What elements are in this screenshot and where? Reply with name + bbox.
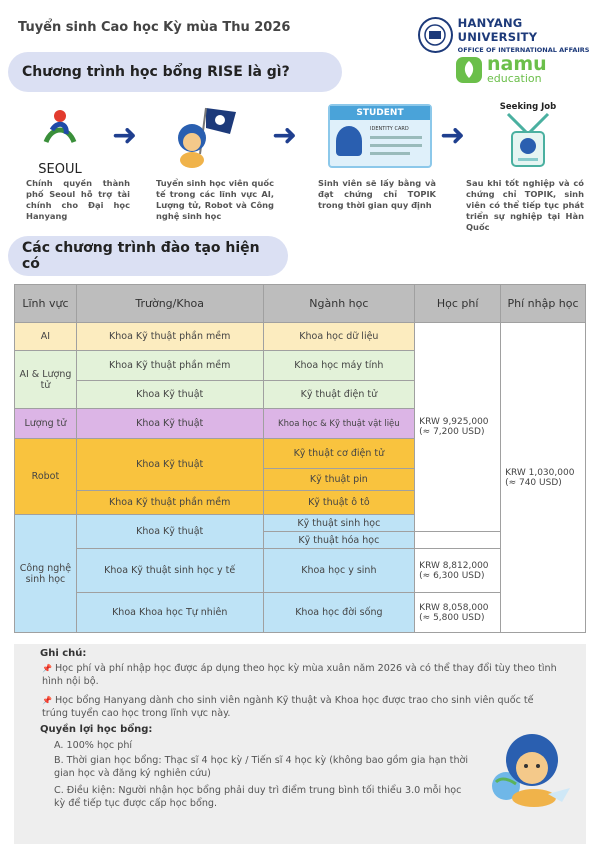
arrow-right-icon: ➜ [440,118,466,153]
student-label: STUDENT [330,106,430,120]
school-cell: Khoa Kỹ thuật [76,439,263,491]
notes-heading: Ghi chú: [40,648,87,659]
mascot-flag-illustration [172,104,242,170]
arrow-right-icon: ➜ [272,118,298,153]
seoul-logo [30,106,90,177]
admission-fee-cell: KRW 1,030,000 (≈ 740 USD) [501,323,586,633]
school-cell: Khoa Kỹ thuật phần mềm [76,351,263,381]
step-text-4: Sau khi tốt nghiệp và có chứng chỉ TOPIK, sinh viên có thể tiếp tục phát triển sự nghiệp tại Hàn Quốc [466,178,584,232]
step-text-2: Tuyển sinh học viên quốc tế trong các lĩnh vực AI, Lượng tử, Robot và Công nghệ sinh học [156,178,274,221]
namu-word: namu [487,53,547,75]
tuition-spacer [415,532,501,549]
student-photo-icon [336,126,362,156]
card-line [370,136,422,139]
university-name: HANYANG UNIVERSITY [457,16,538,44]
pin-icon: 📌 [42,664,52,673]
pin-icon: 📌 [42,696,52,705]
school-cell: Khoa Kỹ thuật [76,381,263,409]
card-line [370,152,410,155]
note-item [42,694,562,720]
major-cell: Khoa học & Kỹ thuật vật liệu [263,409,415,439]
school-cell: Khoa Khoa học Tự nhiên [76,593,263,633]
note-item [42,662,562,688]
step-text-1: Chính quyền thành phố Seoul hỗ trợ tài chính cho Đại học Hanyang [26,178,130,221]
column-header: Học phí [415,285,501,323]
job-badge-icon [488,112,568,170]
note-text: Học bổng Hanyang dành cho sinh viên ngành Kỹ thuật và Khoa học được trao cho sinh viên quốc tế trúng tuyển cao học trong lĩnh vực này. [42,695,534,719]
major-cell: Khoa học máy tính [263,351,415,381]
mascot-globe-illustration [476,724,576,814]
major-cell: Khoa học dữ liệu [263,323,415,351]
benefits-heading: Quyền lợi học bổng: [40,724,153,735]
major-cell: Kỹ thuật cơ điện tử [263,439,415,469]
field-cell: Lượng tử [15,409,77,439]
student-card-illustration [328,104,432,168]
major-cell: Kỹ thuật pin [263,469,415,491]
seoul-logo-icon [30,106,90,156]
major-cell: Kỹ thuật hóa học [263,532,415,549]
field-cell: AI [15,323,77,351]
rise-heading: Chương trình học bổng RISE là gì? [8,52,342,92]
namu-leaf-icon [455,56,483,84]
step-text-3: Sinh viên sẽ lấy bằng và đạt chứng chỉ TOPIK trong thời gian quy định [318,178,436,210]
id-card-label: IDENTITY CARD [370,126,409,132]
arrow-right-icon: ➜ [112,118,138,153]
namu-logo [455,55,547,84]
seeking-job-illustration [488,102,568,172]
school-cell: Khoa Kỹ thuật sinh học y tế [76,549,263,593]
note-text: Học phí và phí nhập học được áp dụng theo học kỳ mùa xuân năm 2026 và có thể thay đổi tùy theo tình hình nội bộ. [42,663,557,687]
seeking-job-label: Seeking Job [499,102,557,112]
card-line [370,144,422,147]
benefit-item: C. Điều kiện: Người nhận học bổng phải duy trì điểm trung bình tối thiểu 3.0 mỗi học kỳ để tiếp tục được cấp học bổng. [54,785,462,809]
hanyang-logo [418,16,600,54]
tuition-cell: KRW 9,925,000 (≈ 7,200 USD) [415,323,501,532]
school-cell: Khoa Kỹ thuật phần mềm [76,491,263,515]
major-cell: Kỹ thuật sinh học [263,515,415,532]
school-cell: Khoa Kỹ thuật [76,515,263,549]
notes-panel [14,644,586,844]
column-header: Ngành học [263,285,415,323]
major-cell: Khoa học đời sống [263,593,415,633]
programs-heading: Các chương trình đào tạo hiện có [8,236,288,276]
field-cell: Công nghệ sinh học [15,515,77,633]
tuition-cell: KRW 8,058,000 (≈ 5,800 USD) [415,593,501,633]
major-cell: Kỹ thuật điện tử [263,381,415,409]
tuition-cell: KRW 8,812,000 (≈ 6,300 USD) [415,549,501,593]
column-header: Trường/Khoa [76,285,263,323]
column-header: Phí nhập học [501,285,586,323]
programs-table [14,284,586,633]
field-cell: AI & Lượng tử [15,351,77,409]
benefit-item: B. Thời gian học bổng: Thạc sĩ 4 học kỳ / Tiến sĩ 4 học kỳ (không bao gồm gia hạn thời gian học và đăng ký nghiên cứu) [54,755,469,779]
seoul-label: SEOUL [38,162,82,177]
namu-sub: education [487,72,542,85]
major-cell: Kỹ thuật ô tô [263,491,415,515]
school-cell: Khoa Kỹ thuật phần mềm [76,323,263,351]
column-header: Lĩnh vực [15,285,77,323]
school-cell: Khoa Kỹ thuật [76,409,263,439]
page-title: Tuyển sinh Cao học Kỳ mùa Thu 2026 [18,20,291,35]
major-cell: Khoa học y sinh [263,549,415,593]
benefit-item: A. 100% học phí [54,740,133,751]
hanyang-seal-icon [418,17,453,53]
office-name: OFFICE OF INTERNATIONAL AFFAIRS [457,46,590,54]
field-cell: Robot [15,439,77,515]
